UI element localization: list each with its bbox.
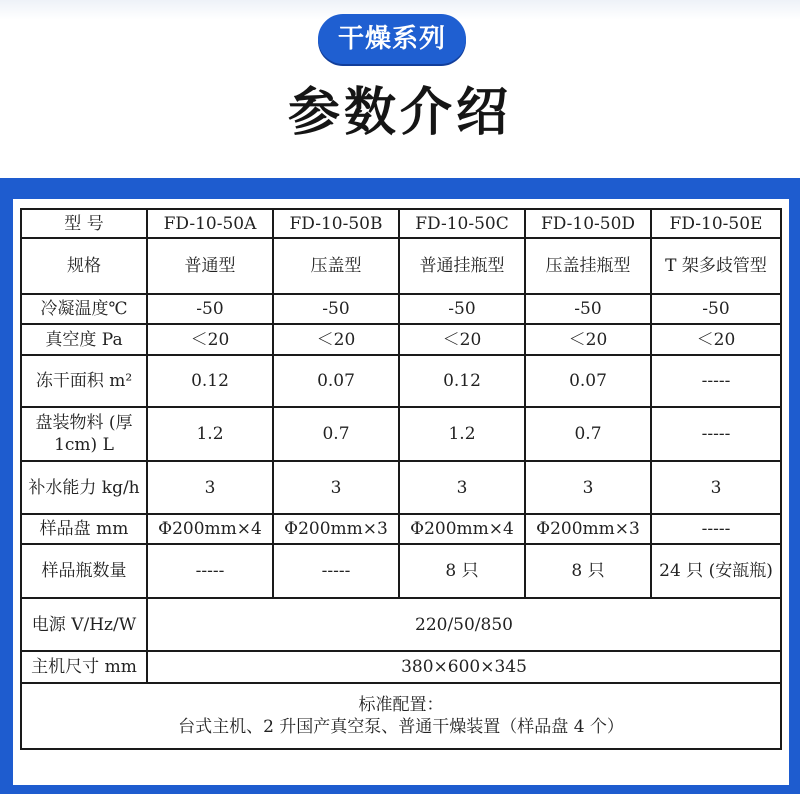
sample-tray-cell: Φ200mm×3	[273, 514, 399, 544]
host-size-value: 380×600×345	[147, 651, 781, 683]
water-capacity-label: 补水能力 kg/h	[21, 461, 147, 514]
model-cell: FD-10-50C	[399, 209, 525, 238]
dry-area-label: 冻干面积 m²	[21, 355, 147, 407]
row-power	[21, 598, 781, 651]
sample-tray-cell: -----	[651, 514, 781, 544]
vacuum-cell: ＜20	[399, 324, 525, 355]
tray-load-cell: 1.2	[399, 407, 525, 461]
sample-tray-cell: Φ200mm×4	[147, 514, 273, 544]
condense-temp-cell: -50	[651, 294, 781, 324]
bottle-count-cell: 24 只 (安瓿瓶)	[651, 544, 781, 598]
spec-label: 规格	[21, 238, 147, 294]
vacuum-cell: ＜20	[147, 324, 273, 355]
model-cell: FD-10-50D	[525, 209, 651, 238]
row-sample-tray	[21, 514, 781, 544]
spec-cell: T 架多歧管型	[651, 238, 781, 294]
spec-table	[20, 208, 782, 750]
spec-cell: 压盖挂瓶型	[525, 238, 651, 294]
row-host-size	[21, 651, 781, 683]
model-cell: FD-10-50A	[147, 209, 273, 238]
page-title: 参数介绍	[287, 83, 512, 143]
dry-area-cell: 0.12	[147, 355, 273, 407]
dry-area-cell: -----	[651, 355, 781, 407]
dry-area-cell: 0.07	[525, 355, 651, 407]
tray-load-cell: 1.2	[147, 407, 273, 461]
tray-load-cell: 0.7	[273, 407, 399, 461]
water-capacity-cell: 3	[273, 461, 399, 514]
water-capacity-cell: 3	[399, 461, 525, 514]
spec-cell: 压盖型	[273, 238, 399, 294]
condense-temp-label: 冷凝温度℃	[21, 294, 147, 324]
row-tray-load	[21, 407, 781, 461]
vacuum-cell: ＜20	[273, 324, 399, 355]
water-capacity-cell: 3	[525, 461, 651, 514]
condense-temp-cell: -50	[273, 294, 399, 324]
tray-load-cell: -----	[651, 407, 781, 461]
sample-tray-label: 样品盘 mm	[21, 514, 147, 544]
standard-config-label: 标准配置：	[358, 695, 444, 715]
dry-area-cell: 0.07	[273, 355, 399, 407]
series-badge: 干燥系列	[318, 14, 466, 64]
row-condense-temp	[21, 294, 781, 324]
bottle-count-cell: -----	[273, 544, 399, 598]
condense-temp-cell: -50	[525, 294, 651, 324]
power-label: 电源 V/Hz/W	[21, 598, 147, 651]
spec-cell: 普通挂瓶型	[399, 238, 525, 294]
row-standard-config	[21, 683, 781, 749]
water-capacity-cell: 3	[651, 461, 781, 514]
water-capacity-cell: 3	[147, 461, 273, 514]
row-water-capacity	[21, 461, 781, 514]
bottle-count-cell: 8 只	[525, 544, 651, 598]
vacuum-label: 真空度 Pa	[21, 324, 147, 355]
standard-config-value: 台式主机、2 升国产真空泵、普通干燥装置（样品盘 4 个）	[178, 717, 624, 737]
vacuum-cell: ＜20	[651, 324, 781, 355]
row-vacuum	[21, 324, 781, 355]
bottle-count-cell: -----	[147, 544, 273, 598]
host-size-label: 主机尺寸 mm	[21, 651, 147, 683]
bottle-count-label: 样品瓶数量	[21, 544, 147, 598]
tray-load-label: 盘装物料 (厚 1cm) L	[21, 407, 147, 461]
bottle-count-cell: 8 只	[399, 544, 525, 598]
model-cell: FD-10-50B	[273, 209, 399, 238]
power-value: 220/50/850	[147, 598, 781, 651]
sample-tray-cell: Φ200mm×3	[525, 514, 651, 544]
sample-tray-cell: Φ200mm×4	[399, 514, 525, 544]
standard-config-cell	[21, 683, 781, 749]
model-label: 型 号	[21, 209, 147, 238]
spec-cell: 普通型	[147, 238, 273, 294]
condense-temp-cell: -50	[147, 294, 273, 324]
model-cell: FD-10-50E	[651, 209, 781, 238]
row-spec	[21, 238, 781, 294]
row-bottle-count	[21, 544, 781, 598]
row-model	[21, 209, 781, 238]
row-dry-area	[21, 355, 781, 407]
tray-load-cell: 0.7	[525, 407, 651, 461]
condense-temp-cell: -50	[399, 294, 525, 324]
dry-area-cell: 0.12	[399, 355, 525, 407]
vacuum-cell: ＜20	[525, 324, 651, 355]
